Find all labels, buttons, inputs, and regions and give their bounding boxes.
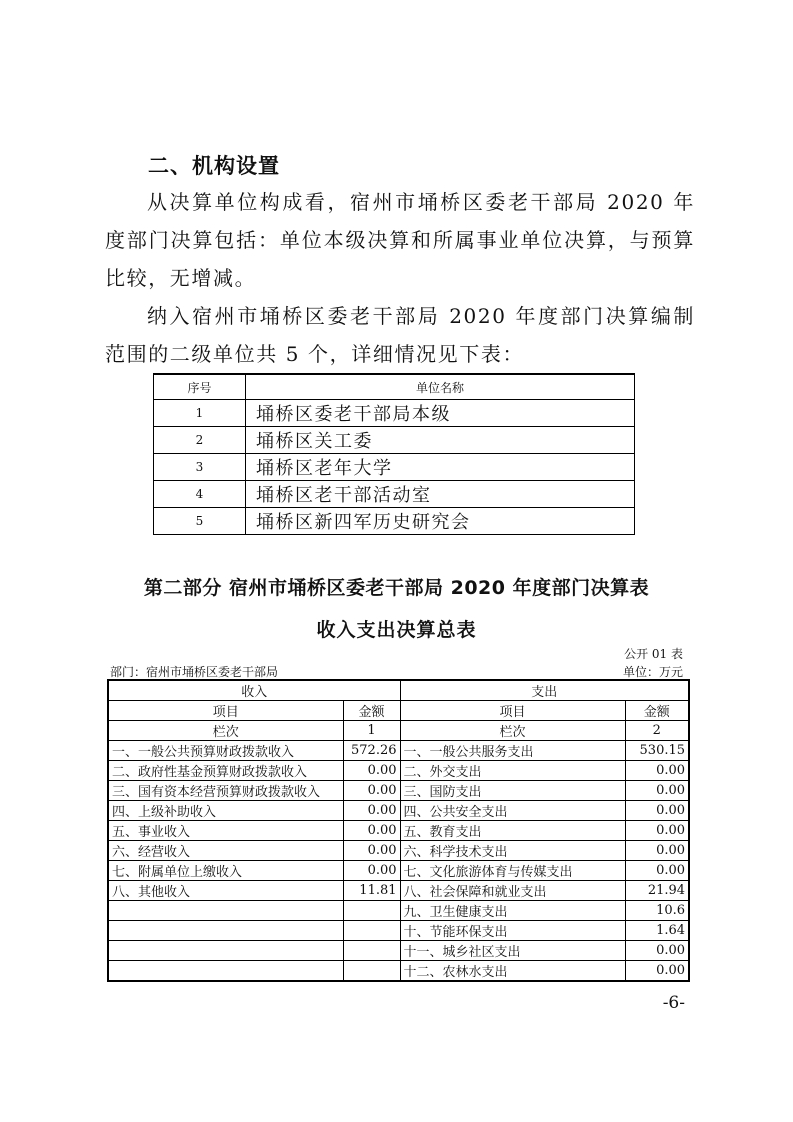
expense-amount: 0.00: [625, 961, 689, 982]
table-row: [108, 781, 689, 801]
expense-amount: 530.15: [625, 741, 689, 761]
unit-name: 埇桥区老年大学: [246, 454, 635, 481]
units-header-no: 序号: [154, 374, 246, 400]
expense-amount: 0.00: [625, 861, 689, 881]
table-row: [108, 941, 689, 961]
units-table-row: [154, 400, 635, 427]
income-item: 二、政府性基金预算财政拨款收入: [108, 761, 343, 781]
part-title: 第二部分 宿州市埇桥区委老干部局 2020 年度部门决算表: [143, 577, 650, 599]
units-table-row: [154, 427, 635, 454]
department-label: 部门：宿州市埇桥区委老干部局: [110, 665, 279, 679]
income-amount-label: 金额: [343, 701, 400, 721]
income-item: 三、国有资本经营预算财政拨款收入: [108, 781, 343, 801]
expense-amount: 0.00: [625, 841, 689, 861]
expense-item: 一、一般公共服务支出: [400, 741, 625, 761]
income-amount: [343, 901, 400, 921]
income-amount: 0.00: [343, 761, 400, 781]
unit-number: 3: [154, 454, 246, 481]
income-expense-table: [107, 679, 690, 982]
expense-amount: 0.00: [625, 821, 689, 841]
income-item: 四、上级补助收入: [108, 801, 343, 821]
table-row: [108, 801, 689, 821]
income-amount: [343, 921, 400, 941]
income-column-no: 1: [343, 721, 400, 741]
units-table-row: [154, 454, 635, 481]
income-amount: 0.00: [343, 801, 400, 821]
table-row: [108, 861, 689, 881]
income-item: 七、附属单位上缴收入: [108, 861, 343, 881]
income-amount: 0.00: [343, 821, 400, 841]
income-item: 八、其他收入: [108, 881, 343, 901]
table-row: [108, 881, 689, 901]
unit-name: 埇桥区老干部活动室: [246, 481, 635, 508]
expense-amount: 0.00: [625, 801, 689, 821]
table-row: [108, 761, 689, 781]
units-header-name: 单位名称: [246, 374, 635, 400]
income-amount: 572.26: [343, 741, 400, 761]
table-row: [108, 841, 689, 861]
income-item: [108, 961, 343, 982]
expense-item: 三、国防支出: [400, 781, 625, 801]
table-row: [108, 741, 689, 761]
expense-amount: 1.64: [625, 921, 689, 941]
table-row: [108, 821, 689, 841]
expense-item: 十二、农林水支出: [400, 961, 625, 982]
income-column-label: 栏次: [108, 721, 343, 741]
income-item: [108, 921, 343, 941]
expense-amount: 0.00: [625, 761, 689, 781]
expense-item: 七、文化旅游体育与传媒支出: [400, 861, 625, 881]
income-item: 五、事业收入: [108, 821, 343, 841]
expense-header: 支出: [400, 680, 689, 701]
income-amount: 0.00: [343, 781, 400, 801]
expense-amount: 21.94: [625, 881, 689, 901]
expense-item: 五、教育支出: [400, 821, 625, 841]
expense-item: 八、社会保障和就业支出: [400, 881, 625, 901]
income-item: 一、一般公共预算财政拨款收入: [108, 741, 343, 761]
expense-column-label: 栏次: [400, 721, 625, 741]
expense-item: 十、节能环保支出: [400, 921, 625, 941]
expense-item: 二、外交支出: [400, 761, 625, 781]
expense-amount-label: 金额: [625, 701, 689, 721]
table-title: 收入支出决算总表: [316, 619, 477, 641]
table-row: [108, 961, 689, 982]
units-table: [153, 373, 635, 535]
income-item: [108, 941, 343, 961]
unit-label: 单位：万元: [622, 665, 683, 679]
income-item-label: 项目: [108, 701, 343, 721]
expense-amount: 10.6: [625, 901, 689, 921]
table-row: [108, 921, 689, 941]
income-amount: 11.81: [343, 881, 400, 901]
page-number: -6-: [662, 993, 685, 1013]
unit-number: 2: [154, 427, 246, 454]
unit-number: 1: [154, 400, 246, 427]
table-row: [108, 901, 689, 921]
income-amount: [343, 961, 400, 982]
expense-item: 六、科学技术支出: [400, 841, 625, 861]
unit-number: 5: [154, 508, 246, 535]
unit-name: 埇桥区新四军历史研究会: [246, 508, 635, 535]
income-item: [108, 901, 343, 921]
income-header: 收入: [108, 680, 400, 701]
expense-amount: 0.00: [625, 781, 689, 801]
expense-item: 十一、城乡社区支出: [400, 941, 625, 961]
income-amount: 0.00: [343, 841, 400, 861]
expense-amount: 0.00: [625, 941, 689, 961]
expense-column-no: 2: [625, 721, 689, 741]
units-table-row: [154, 481, 635, 508]
table-code: 公开 01 表: [624, 647, 683, 661]
paragraph-scope: 纳入宿州市埇桥区委老干部局 2020 年度部门决算编制范围的二级单位共 5 个，详细情况见下表：: [105, 304, 695, 366]
units-table-row: [154, 508, 635, 535]
paragraph-composition: 从决算单位构成看，宿州市埇桥区委老干部局 2020 年度部门决算包括：单位本级决算和所属事业单位决算，与预算比较，无增减。: [105, 190, 695, 290]
income-amount: [343, 941, 400, 961]
income-item: 六、经营收入: [108, 841, 343, 861]
unit-number: 4: [154, 481, 246, 508]
expense-item-label: 项目: [400, 701, 625, 721]
expense-item: 四、公共安全支出: [400, 801, 625, 821]
unit-name: 埇桥区关工委: [246, 427, 635, 454]
unit-name: 埇桥区委老干部局本级: [246, 400, 635, 427]
expense-item: 九、卫生健康支出: [400, 901, 625, 921]
section-heading: 二、机构设置: [148, 154, 280, 178]
income-amount: 0.00: [343, 861, 400, 881]
